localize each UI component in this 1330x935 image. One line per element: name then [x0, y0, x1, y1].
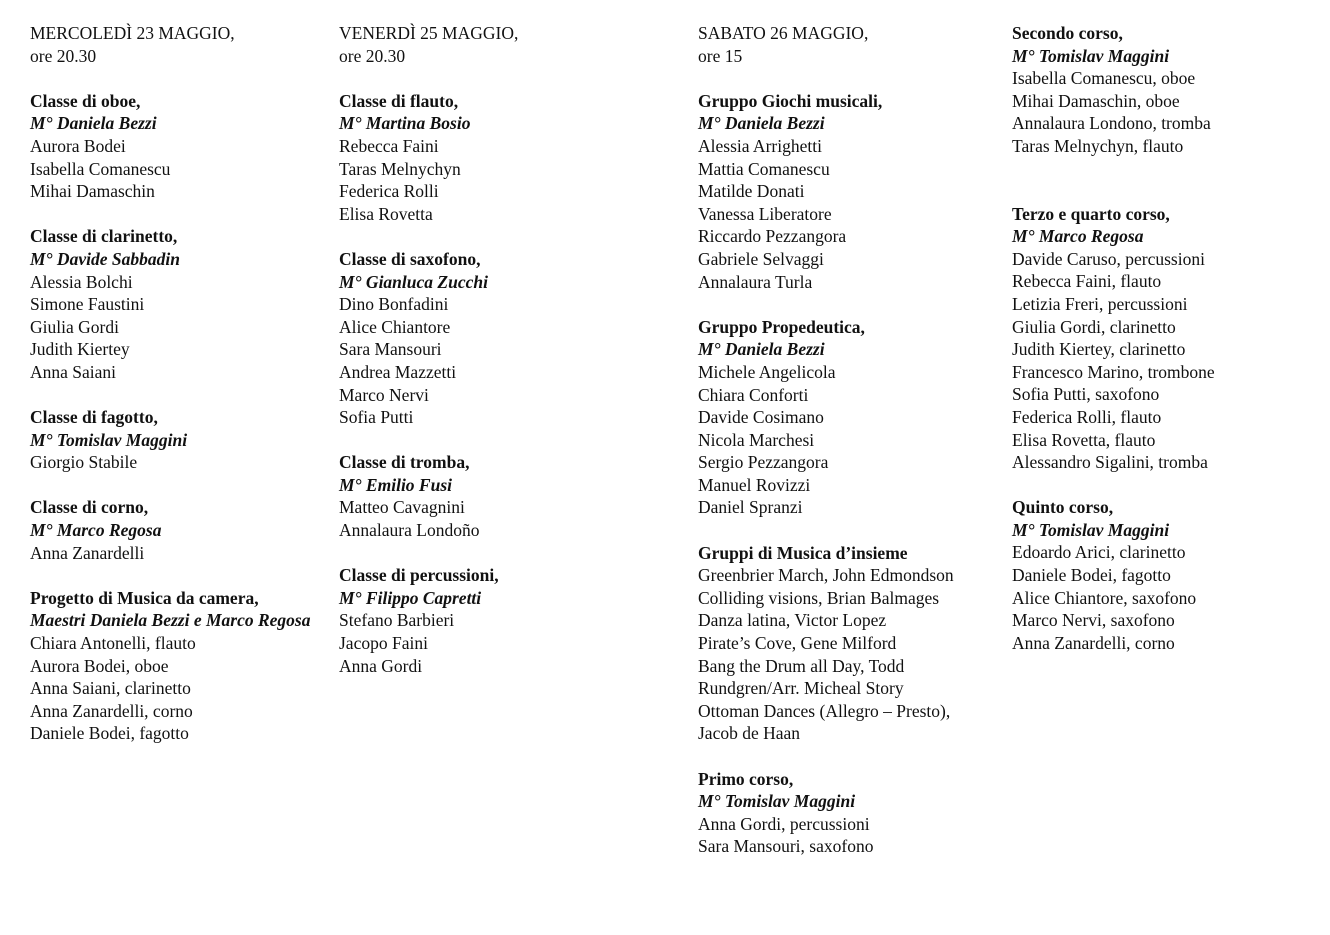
- teacher-name: M° Tomislav Maggini: [1012, 519, 1170, 540]
- column-wednesday: [30, 22, 330, 768]
- class-group: [339, 90, 669, 226]
- list-item: Michele Angelicola: [698, 361, 836, 382]
- list-item: Giorgio Stabile: [30, 452, 138, 473]
- class-group: [30, 496, 330, 564]
- list-item: Stefano Barbieri: [339, 610, 455, 631]
- list-item: Sara Mansouri, saxofono: [698, 836, 874, 857]
- date-line: SABATO 26 MAGGIO,: [698, 23, 869, 43]
- teacher-name: M° Tomislav Maggini: [698, 791, 856, 812]
- list-item: Matteo Cavagnini: [339, 497, 465, 518]
- list-item: Daniel Spranzi: [698, 497, 803, 518]
- group-title: Classe di flauto,: [339, 90, 459, 111]
- column-friday: [339, 22, 669, 700]
- teacher-name: M° Gianluca Zucchi: [339, 271, 488, 292]
- class-group: [698, 542, 998, 745]
- group-title: Classe di oboe,: [30, 90, 141, 111]
- teacher-name: M° Daniela Bezzi: [698, 339, 825, 360]
- class-group: [698, 768, 998, 858]
- list-item: Marco Nervi: [339, 384, 429, 405]
- list-item: Rebecca Faini: [339, 135, 439, 156]
- time-line: ore 20.30: [339, 45, 406, 66]
- list-item: Alessandro Sigalini, tromba: [1012, 452, 1208, 473]
- class-group: [339, 248, 669, 429]
- group-title: Progetto di Musica da camera,: [30, 587, 259, 608]
- list-item: Pirate’s Cove, Gene Milford: [698, 633, 897, 654]
- list-item: Simone Faustini: [30, 294, 145, 315]
- list-item: Bang the Drum all Day, Todd: [698, 655, 905, 676]
- class-group: [30, 225, 330, 383]
- list-item: Annalaura Londono, tromba: [1012, 113, 1211, 134]
- list-item: Elisa Rovetta: [339, 203, 433, 224]
- list-item: Davide Cosimano: [698, 407, 824, 428]
- list-item: Andrea Mazzetti: [339, 361, 457, 382]
- date-heading: [698, 22, 998, 67]
- list-item: Chiara Antonelli, flauto: [30, 633, 196, 654]
- list-item: Gabriele Selvaggi: [698, 248, 824, 269]
- teacher-name: M° Marco Regosa: [1012, 226, 1144, 247]
- class-group: [339, 451, 669, 541]
- list-item: Daniele Bodei, fagotto: [30, 723, 189, 744]
- list-item: Elisa Rovetta, flauto: [1012, 429, 1156, 450]
- class-group: [1012, 496, 1312, 654]
- list-item: Rundgren/Arr. Micheal Story: [698, 678, 904, 699]
- list-item: Danza latina, Victor Lopez: [698, 610, 887, 631]
- list-item: Alice Chiantore: [339, 316, 451, 337]
- group-title: Terzo e quarto corso,: [1012, 203, 1170, 224]
- list-item: Marco Nervi, saxofono: [1012, 610, 1175, 631]
- teacher-name: M° Davide Sabbadin: [30, 248, 180, 269]
- group-title: Primo corso,: [698, 768, 794, 789]
- list-item: Sofia Putti: [339, 407, 414, 428]
- teacher-name: M° Filippo Capretti: [339, 587, 482, 608]
- list-item: Jacopo Faini: [339, 633, 428, 654]
- list-item: Edoardo Arici, clarinetto: [1012, 542, 1186, 563]
- teacher-name: M° Tomislav Maggini: [1012, 45, 1170, 66]
- list-item: Taras Melnychyn, flauto: [1012, 135, 1184, 156]
- teacher-name: M° Daniela Bezzi: [30, 113, 157, 134]
- list-item: Francesco Marino, trombone: [1012, 361, 1215, 382]
- list-item: Judith Kiertey: [30, 339, 130, 360]
- list-item: Giulia Gordi, clarinetto: [1012, 316, 1176, 337]
- group-title: Classe di fagotto,: [30, 407, 158, 428]
- list-item: Sergio Pezzangora: [698, 452, 829, 473]
- list-item: Anna Saiani: [30, 361, 117, 382]
- list-item: Federica Rolli, flauto: [1012, 406, 1162, 427]
- list-item: Sara Mansouri: [339, 339, 442, 360]
- list-item: Dino Bonfadini: [339, 294, 449, 315]
- column-saturday-continued: [1012, 22, 1312, 677]
- group-title: Classe di tromba,: [339, 452, 470, 473]
- time-line: ore 20.30: [30, 45, 97, 66]
- teacher-name: M° Marco Regosa: [30, 520, 162, 541]
- list-item: Giulia Gordi: [30, 316, 119, 337]
- list-item: Anna Zanardelli, corno: [30, 700, 193, 721]
- group-title: Classe di percussioni,: [339, 565, 499, 586]
- class-group: [1012, 22, 1312, 158]
- list-item: Riccardo Pezzangora: [698, 226, 847, 247]
- date-line: VENERDÌ 25 MAGGIO,: [339, 23, 519, 43]
- list-item: Judith Kiertey, clarinetto: [1012, 339, 1186, 360]
- list-item: Matilde Donati: [698, 181, 805, 202]
- list-item: Aurora Bodei, oboe: [30, 655, 169, 676]
- list-item: Chiara Conforti: [698, 384, 809, 405]
- list-item: Rebecca Faini, flauto: [1012, 271, 1162, 292]
- list-item: Jacob de Haan: [698, 723, 801, 744]
- group-title: Gruppo Giochi musicali,: [698, 90, 883, 111]
- class-group: [30, 90, 330, 203]
- list-item: Daniele Bodei, fagotto: [1012, 565, 1171, 586]
- class-group: [339, 564, 669, 677]
- list-item: Taras Melnychyn: [339, 158, 461, 179]
- list-item: Isabella Comanescu: [30, 158, 171, 179]
- class-group: [30, 406, 330, 474]
- list-item: Alessia Arrighetti: [698, 135, 822, 156]
- teacher-name: Maestri Daniela Bezzi e Marco Regosa: [30, 610, 311, 631]
- date-heading: [30, 22, 330, 67]
- list-item: Alessia Bolchi: [30, 271, 133, 292]
- group-title: Classe di saxofono,: [339, 248, 481, 269]
- list-item: Mihai Damaschin, oboe: [1012, 90, 1180, 111]
- list-item: Anna Gordi, percussioni: [698, 813, 870, 834]
- list-item: Ottoman Dances (Allegro – Presto),: [698, 700, 951, 721]
- teacher-name: M° Martina Bosio: [339, 113, 471, 134]
- group-title: Quinto corso,: [1012, 497, 1114, 518]
- date-heading: [339, 22, 669, 67]
- list-item: Mattia Comanescu: [698, 158, 830, 179]
- list-item: Greenbrier March, John Edmondson: [698, 565, 954, 586]
- group-title: Secondo corso,: [1012, 23, 1123, 43]
- group-title: Gruppo Propedeutica,: [698, 316, 865, 337]
- list-item: Mihai Damaschin: [30, 181, 155, 202]
- list-item: Nicola Marchesi: [698, 429, 815, 450]
- list-item: Annalaura Londoño: [339, 520, 480, 541]
- teacher-name: M° Tomislav Maggini: [30, 429, 188, 450]
- list-item: Davide Caruso, percussioni: [1012, 248, 1205, 269]
- class-group: [698, 316, 998, 519]
- group-title: Classe di clarinetto,: [30, 226, 178, 247]
- group-title: Classe di corno,: [30, 497, 149, 518]
- list-item: Aurora Bodei: [30, 135, 126, 156]
- time-line: ore 15: [698, 45, 743, 66]
- list-item: Annalaura Turla: [698, 271, 813, 292]
- list-item: Anna Saiani, clarinetto: [30, 678, 191, 699]
- column-saturday: [698, 22, 998, 881]
- class-group: [698, 90, 998, 293]
- teacher-name: M° Daniela Bezzi: [698, 113, 825, 134]
- teacher-name: M° Emilio Fusi: [339, 474, 453, 495]
- list-item: Sofia Putti, saxofono: [1012, 384, 1160, 405]
- list-item: Federica Rolli: [339, 181, 439, 202]
- list-item: Anna Zanardelli, corno: [1012, 632, 1175, 653]
- list-item: Vanessa Liberatore: [698, 203, 832, 224]
- class-group: [1012, 203, 1312, 474]
- list-item: Anna Zanardelli: [30, 542, 145, 563]
- list-item: Alice Chiantore, saxofono: [1012, 587, 1197, 608]
- list-item: Manuel Rovizzi: [698, 474, 811, 495]
- class-group: [30, 587, 330, 745]
- date-line: MERCOLEDÌ 23 MAGGIO,: [30, 23, 235, 43]
- group-title: Gruppi di Musica d’insieme: [698, 542, 908, 563]
- list-item: Colliding visions, Brian Balmages: [698, 587, 940, 608]
- list-item: Letizia Freri, percussioni: [1012, 293, 1188, 314]
- list-item: Isabella Comanescu, oboe: [1012, 68, 1196, 89]
- list-item: Anna Gordi: [339, 655, 423, 676]
